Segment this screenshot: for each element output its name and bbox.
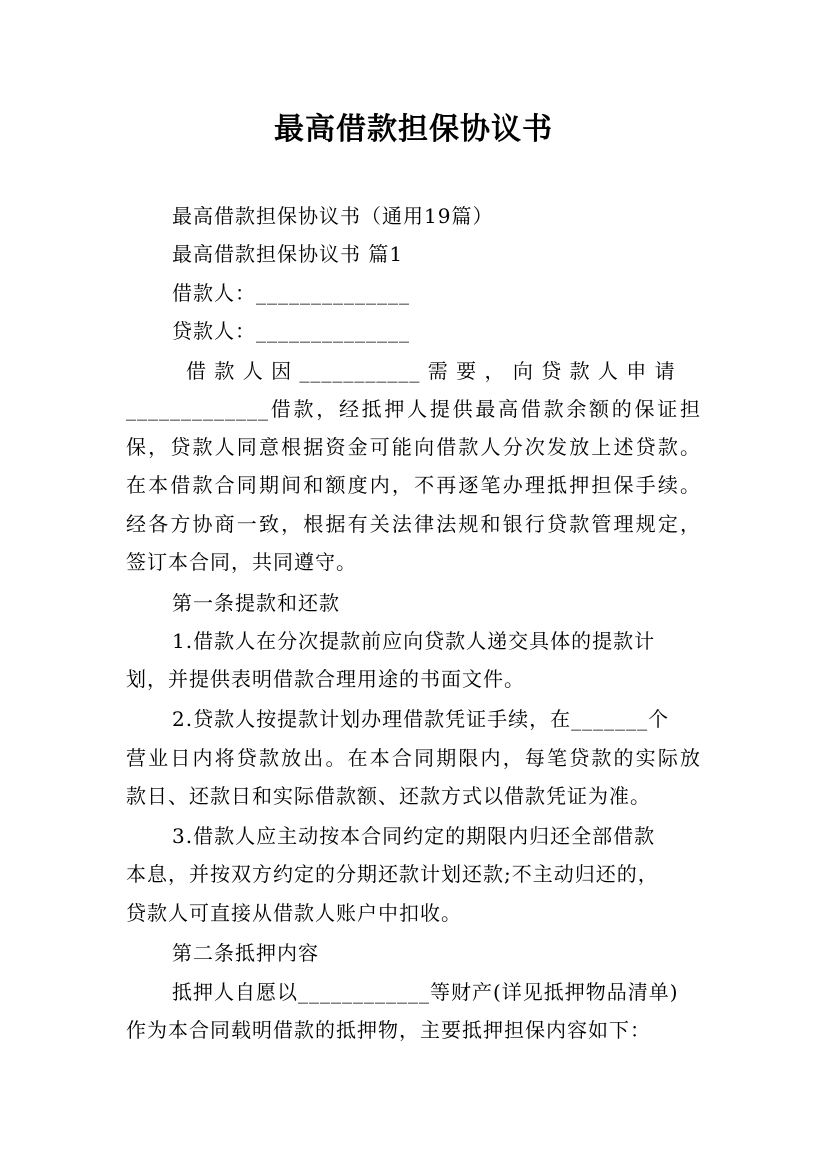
section-heading: 最高借款担保协议书 篇1 <box>172 242 404 266</box>
subtitle-line: 最高借款担保协议书（通用19篇） <box>172 204 494 228</box>
paragraph-line: 2.贷款人按提款计划办理借款凭证手续，在_______个 <box>172 707 670 731</box>
paragraph-line: 保，贷款人同意根据资金可能向借款人分次发放上述贷款。 <box>126 435 701 459</box>
paragraph-line: 在本借款合同期间和额度内，不再逐笔办理抵押担保手续。 <box>126 473 701 497</box>
paragraph-line: 1.借款人在分次提款前应向贷款人递交具体的提款计 <box>172 629 656 653</box>
borrower-field: 借款人：______________ <box>172 281 410 305</box>
article-heading: 第一条提款和还款 <box>172 591 340 615</box>
paragraph-line: _____________借款，经抵押人提供最高借款余额的保证担 <box>126 397 701 421</box>
document-title: 最高借款担保协议书 <box>274 112 553 147</box>
paragraph-line: 本息，并按双方约定的分期还款计划还款;不主动归还的， <box>126 862 659 886</box>
paragraph-line: 3.借款人应主动按本合同约定的期限内归还全部借款 <box>172 824 656 848</box>
paragraph-line: 贷款人可直接从借款人账户中扣收。 <box>126 901 462 925</box>
paragraph-line: 签订本合同，共同遵守。 <box>126 550 357 574</box>
paragraph-line: 款日、还款日和实际借款额、还款方式以借款凭证为准。 <box>126 784 651 808</box>
paragraph-line: 抵押人自愿以____________等财产(详见抵押物品清单) <box>172 980 679 1004</box>
paragraph-line: 营业日内将贷款放出。在本合同期限内，每笔贷款的实际放 <box>126 746 701 770</box>
lender-field: 贷款人：______________ <box>172 319 410 343</box>
paragraph-line: 划，并提供表明借款合理用途的书面文件。 <box>126 667 525 691</box>
paragraph-line: 作为本合同载明借款的抵押物，主要抵押担保内容如下： <box>126 1018 651 1042</box>
paragraph-line: 经各方协商一致，根据有关法律法规和银行贷款管理规定， <box>126 512 701 536</box>
paragraph-line: 借 款 人 因 ___________ 需 要 ， 向 贷 款 人 申 请 <box>186 359 676 383</box>
article-heading: 第二条抵押内容 <box>172 941 319 965</box>
